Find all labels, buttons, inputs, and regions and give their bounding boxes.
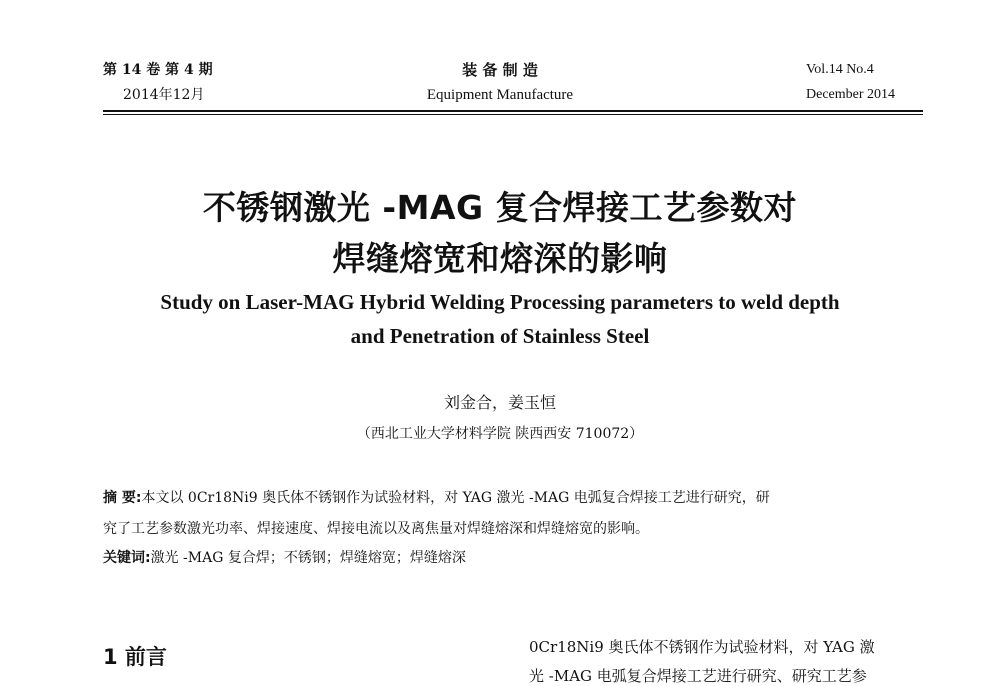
- header-journal-cn: 装 备 制 造: [462, 61, 538, 79]
- abstract-line1: [103, 487, 770, 507]
- header-rule-thin: [103, 114, 923, 115]
- abstract-label: 摘 要:: [103, 490, 142, 506]
- authors: 刘金合，姜玉恒: [443, 393, 556, 412]
- affiliation: （西北工业大学材料学院 陕西西安 710072）: [356, 426, 644, 442]
- header-journal-en: Equipment Manufacture: [426, 87, 574, 103]
- title-en-line2: and Penetration of Stainless Steel: [350, 324, 650, 348]
- header-volume-issue: 第 14 卷 第 4 期: [103, 62, 213, 78]
- body-right-line2: 光 -MAG 电弧复合焊接工艺进行研究、研究工艺参: [529, 667, 867, 685]
- abstract-text-line1: 本文以 0Cr18Ni9 奥氏体不锈钢作为试验材料，对 YAG 激光 -MAG 电弧复合焊接工艺进行研究，研: [141, 490, 770, 506]
- keywords-label: 关键词:: [103, 550, 151, 566]
- keywords-text: 激光 -MAG 复合焊；不锈钢；焊缝熔宽；焊缝熔深: [150, 550, 466, 566]
- title-cn-line2: 焊缝熔宽和熔深的影响: [332, 239, 668, 278]
- header-date-cn: 2014年12月: [123, 87, 205, 103]
- header-rule-thick: [103, 110, 923, 112]
- header-volume-en: Vol.14 No.4: [806, 62, 874, 77]
- title-en-line1: Study on Laser-MAG Hybrid Welding Processing parameters to weld depth: [160, 290, 840, 314]
- title-cn-line1: 不锈钢激光 -MAG 复合焊接工艺参数对: [202, 188, 798, 227]
- section-heading-intro: 1 前言: [103, 645, 167, 669]
- abstract-text-line2: 究了工艺参数激光功率、焊接速度、焊接电流以及离焦量对焊缝熔深和焊缝熔宽的影响。: [103, 521, 649, 537]
- header-date-en: December 2014: [806, 87, 896, 102]
- keywords: [103, 547, 466, 567]
- body-right-line1: 0Cr18Ni9 奥氏体不锈钢作为试验材料，对 YAG 激: [529, 638, 875, 656]
